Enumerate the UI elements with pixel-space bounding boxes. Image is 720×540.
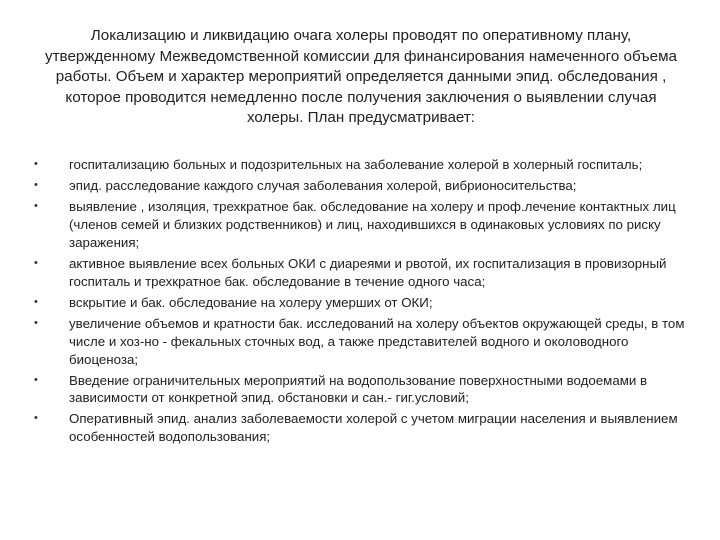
list-item bbox=[34, 294, 694, 312]
bullet-icon: • bbox=[34, 295, 38, 308]
list-item bbox=[34, 255, 694, 291]
bullet-icon: • bbox=[34, 179, 38, 191]
list-item bbox=[34, 177, 694, 195]
list-item-text: Введение ограничительных мероприятий на водопользование поверхностными водоемами в зависимости от конкретной эпид. обстановки и сан.- гиг.условий; bbox=[69, 372, 648, 406]
list-item bbox=[34, 156, 694, 174]
list-item-text: эпид. расследование каждого случая заболевания холерой, вибрионосительства; bbox=[69, 178, 577, 193]
list-item-text: вскрытие и бак. обследование на холеру умерших от ОКИ; bbox=[69, 294, 433, 310]
list-item-text: активное выявление всех больных ОКИ с диареями и рвотой, их госпитализация в провизорный госпиталь и трехкратное бак. обследование в течение одного часа; bbox=[69, 255, 667, 289]
measures-list bbox=[34, 156, 694, 449]
bullet-icon: • bbox=[34, 316, 38, 329]
bullet-icon: • bbox=[34, 373, 38, 386]
bullet-icon: • bbox=[34, 256, 38, 269]
list-item bbox=[34, 410, 694, 446]
intro-paragraph: Локализацию и ликвидацию очага холеры проводят по оперативному плану, утвержденному Межведомственной комиссии для финансирования намеченного объема работы. Объем и характер мероприятий определяется данными эпид. обследования , которое проводится немедленно после получения заключения о выявлении случая холеры. План предусматривает: bbox=[45, 27, 677, 127]
list-item-text: Оперативный эпид. анализ заболеваемости холерой с учетом миграции населения и выявлением особенностей водопользования; bbox=[69, 411, 678, 445]
list-item-text: увеличение объемов и кратности бак. исследований на холеру объектов окружающей среды, в том числе и хоз-но - фекальных сточных вод, а также представителей водного и околоводного биоценоза; bbox=[69, 315, 685, 367]
list-item-text: госпитализацию больных и подозрительных на заболевание холерой в холерный госпиталь; bbox=[69, 157, 643, 172]
bullet-icon: • bbox=[34, 200, 38, 212]
bullet-icon: • bbox=[34, 158, 38, 170]
list-item bbox=[34, 372, 694, 408]
list-item bbox=[34, 198, 694, 252]
list-item-text: выявление , изоляция, трехкратное бак. обследование на холеру и проф.лечение контактных лиц (членов семей и близких родственников) и лиц, находившихся в одинаковых условиях по риску заражения; bbox=[69, 199, 676, 250]
list-item bbox=[34, 315, 694, 369]
bullet-icon: • bbox=[34, 412, 38, 425]
